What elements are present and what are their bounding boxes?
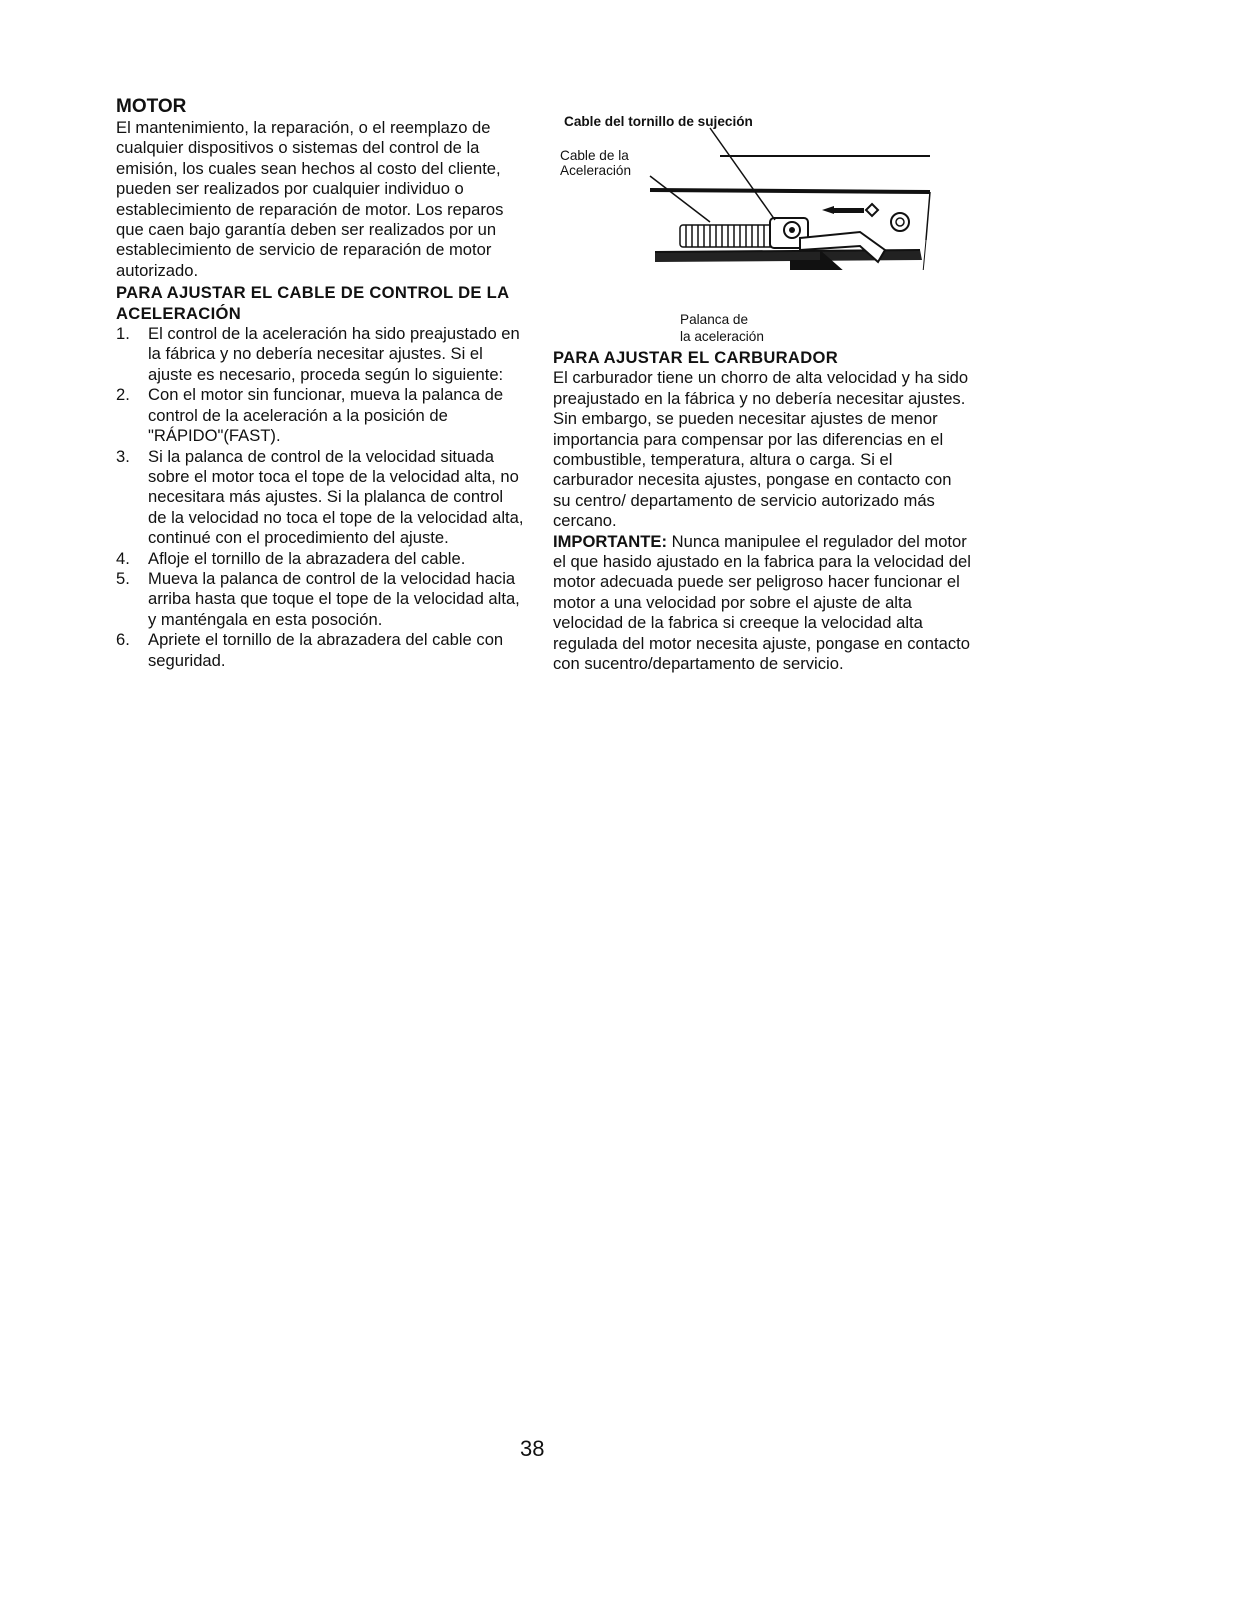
carburetor-heading: PARA AJUSTAR EL CARBURADOR xyxy=(553,348,838,367)
step-item: 1. El control de la aceleración ha sido preajustado en la fábrica y no debería necesitar ajustes. Si el ajuste es necesario, proceda según lo siguiente: xyxy=(116,324,520,384)
label-cable-2: Aceleración xyxy=(560,163,632,178)
step-item: 3. Si la palanca de control de la velocidad situada sobre el motor toca el tope de la velocidad alta, no necesitara más ajustes. Si la plalanca de control de la velocidad no toca el tope de la velocidad alta, continué con el procedimiento del ajuste. xyxy=(116,446,524,548)
important-label: IMPORTANTE: xyxy=(553,531,667,551)
step-item: 6. Apriete el tornillo de la abrazadera del cable con seguridad. xyxy=(116,630,504,670)
label-lever-1: Palanca de xyxy=(680,312,749,327)
step-item: 2. Con el motor sin funcionar, mueva la palanca de control de la aceleración a la posición de "RÁPIDO"(FAST). xyxy=(116,385,504,446)
motor-body: El mantenimiento, la reparación, o el reemplazo de cualquier dispositivos o sistemas del control de la emisión, los cuales sean hechos al costo del cliente, pueden ser realizados por cualquier individuo o establecimiento de reparación de motor. Los reparos que caen bajo garantía deben ser realizados por un establecimiento de servicio de reparación de motor autorizado. xyxy=(116,118,504,280)
cable-heading: PARA AJUSTAR EL CABLE DE CONTROL DE LA ACELERACIÓN xyxy=(116,283,509,323)
motor-heading: MOTOR xyxy=(116,96,187,117)
step-item: 4. Afloje el tornillo de la abrazadera del cable. xyxy=(116,548,466,568)
label-lever-2: la aceleración xyxy=(680,329,764,344)
cable-steps xyxy=(116,324,526,671)
label-cable-1: Cable de la xyxy=(560,148,629,163)
important-note xyxy=(553,532,973,675)
throttle-cable-figure xyxy=(560,110,950,344)
right-column xyxy=(553,346,973,675)
carburetor-body: El carburador tiene un chorro de alta velocidad y ha sido preajustado en la fábrica y no debería necesitar ajustes. Sin embargo, se pueden necesitar ajustes de menor importancia para compensar por las diferencias en el combustible, temperatura, altura o carga. Si el carburador necesita ajustes, pongase en contacto con su centro/ departamento de servicio autorizado más cercano. xyxy=(553,368,969,531)
step-item: 5. Mueva la palanca de control de la velocidad hacia arriba hasta que toque el tope de la velocidad alta, y manténgala en esta posoción. xyxy=(116,568,520,629)
left-column xyxy=(116,96,526,671)
page-number: 38 xyxy=(520,1436,545,1461)
label-screw: Cable del tornillo de sujeción xyxy=(564,114,753,129)
throttle-diagram-icon xyxy=(560,110,950,270)
important-text: Nunca manipulee el regulador del motor el que hasido ajustado en la fabrica para la velocidad del motor adecuada puede ser peligroso hacer funcionar el motor a una velocidad por sobre el ajuste de alta velocidad de la fabrica si creeque la velocidad alta regulada del motor necesita ajuste, pongase en contacto con sucentro/departamento de servicio. xyxy=(553,531,971,674)
